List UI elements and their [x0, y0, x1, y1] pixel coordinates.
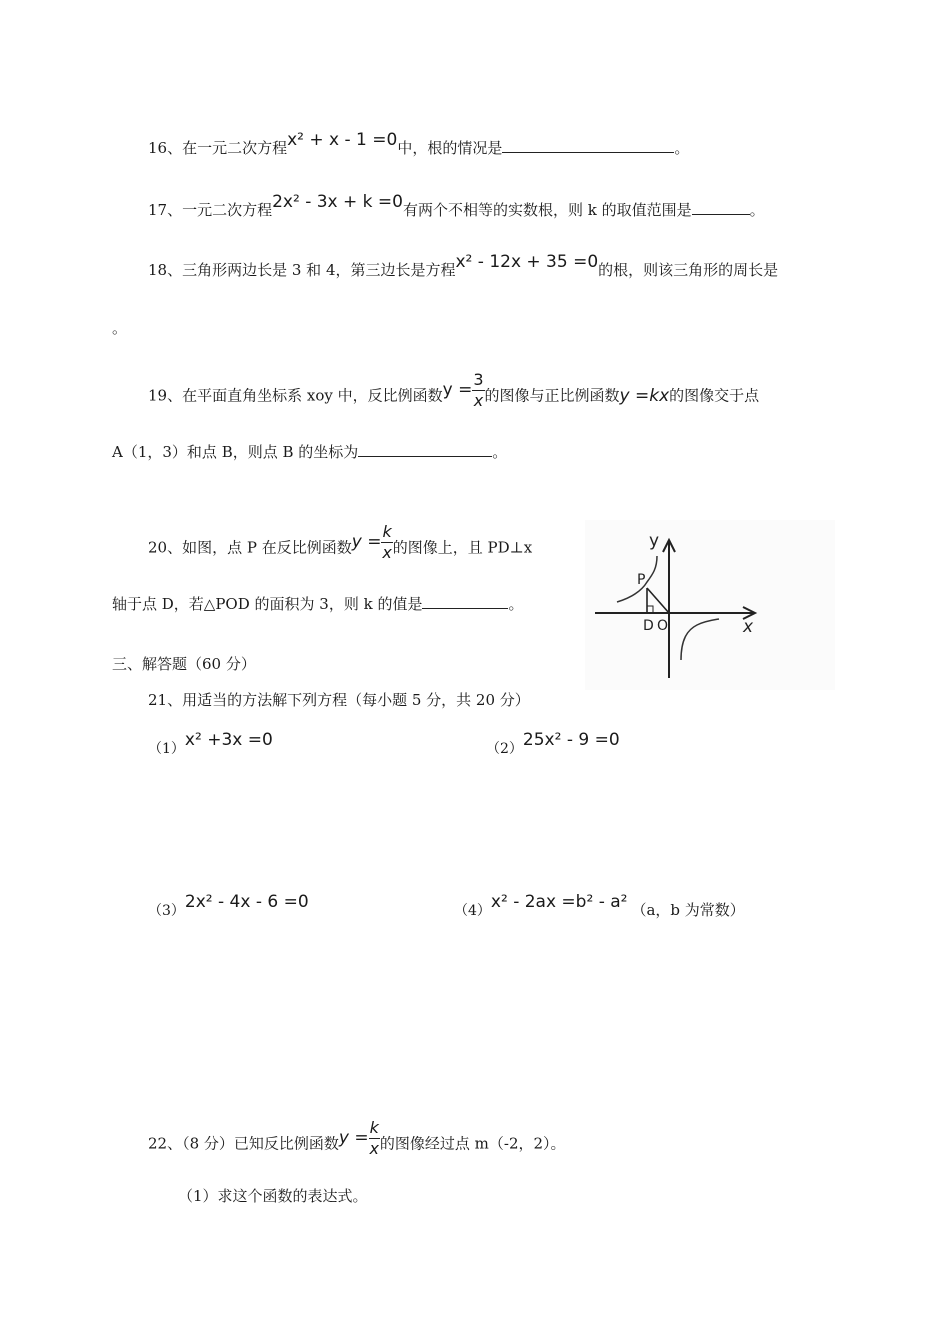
question-text: 轴于点 D，若△POD 的面积为 3，则 k 的值是: [112, 595, 423, 613]
label-x: x: [743, 617, 754, 637]
function-lhs: y =: [442, 379, 473, 400]
label-o: O: [657, 618, 669, 634]
label-y: y: [649, 531, 660, 551]
answer-blank[interactable]: [358, 442, 492, 457]
item-label: （2）: [486, 741, 523, 757]
question-text: 的图像经过点 m（-2，2）。: [379, 1134, 566, 1153]
question-19: [148, 370, 760, 417]
question-19-line2: [112, 442, 507, 462]
question-text: 的图像上，且 PD⊥x: [392, 538, 533, 557]
question-number: 16、: [148, 139, 183, 157]
equation: x² - 12x + 35 =0: [455, 252, 599, 272]
q21-item-4: [454, 892, 745, 921]
period: 。: [112, 319, 128, 337]
answer-blank[interactable]: [502, 138, 674, 153]
question-text: 有两个不相等的实数根，则 k 的取值范围是: [402, 201, 692, 219]
question-18-end: [112, 318, 127, 338]
question-text: 中，根的情况是: [397, 139, 503, 157]
fraction: [472, 370, 484, 411]
question-17: [148, 192, 765, 220]
period: 。: [749, 201, 765, 219]
function-lhs: y =: [351, 531, 382, 552]
question-text: 三角形两边长是 3 和 4，第三边长是方程: [182, 261, 456, 279]
question-text: 21、用适当的方法解下列方程（每小题 5 分，共 20 分）: [148, 691, 530, 709]
question-text: 如图，点 P 在反比例函数: [182, 538, 352, 557]
answer-blank[interactable]: [422, 594, 508, 609]
question-21: [148, 690, 530, 710]
item-label: （4）: [454, 903, 491, 919]
fraction-denominator: x: [473, 391, 484, 410]
question-number: 18、: [148, 261, 183, 279]
q21-item-2: [486, 730, 620, 759]
period: 。: [508, 595, 524, 613]
item-label: （1）: [148, 741, 185, 757]
fraction-numerator: 3: [473, 370, 484, 389]
question-text: 的根，则该三角形的周长是: [598, 261, 779, 279]
question-text: 在平面直角坐标系 xoy 中，反比例函数: [182, 386, 443, 405]
question-text: 在一元二次方程: [182, 139, 288, 157]
figure-background: [585, 520, 835, 690]
question-20: [148, 522, 533, 569]
question-number: 17、: [148, 201, 183, 219]
item-note: （a，b 为常数）: [631, 901, 745, 919]
equation: x² - 2ax =b² - a²: [490, 892, 628, 912]
fraction-numerator: k: [369, 1118, 379, 1137]
fraction: [369, 1118, 380, 1159]
question-text: A（1，3）和点 B，则点 B 的坐标为: [112, 443, 359, 461]
item-label: （3）: [148, 903, 185, 919]
equation: y =kx: [619, 385, 670, 406]
section-3-title: [112, 654, 256, 674]
fraction-numerator: k: [382, 522, 392, 541]
question-16: [148, 130, 690, 158]
answer-blank[interactable]: [692, 200, 750, 215]
fraction-denominator: x: [382, 543, 392, 562]
question-number: 19、: [148, 386, 183, 405]
label-d: D: [643, 618, 654, 634]
question-text: （8 分）已知反比例函数: [182, 1134, 339, 1153]
question-20-line2: [112, 594, 523, 614]
q21-item-3: [148, 892, 309, 921]
sub-question: （1）求这个函数的表达式。: [178, 1187, 368, 1205]
q21-item-1: [148, 730, 273, 759]
section-title: 三、解答题（60 分）: [112, 655, 256, 673]
equation: 2x² - 3x + k =0: [272, 192, 403, 212]
equation: 2x² - 4x - 6 =0: [184, 892, 309, 912]
equation: 25x² - 9 =0: [522, 730, 620, 750]
q22-sub-1: [178, 1186, 368, 1206]
function-lhs: y =: [338, 1127, 369, 1148]
period: 。: [492, 443, 508, 461]
equation: x² + x - 1 =0: [287, 130, 398, 150]
question-text: 的图像交于点: [669, 386, 760, 405]
question-18: [148, 252, 779, 280]
fraction-denominator: x: [369, 1139, 379, 1158]
question-number: 22、: [148, 1134, 183, 1153]
equation: x² +3x =0: [184, 730, 273, 750]
question-22: [148, 1118, 566, 1165]
period: 。: [674, 139, 690, 157]
fraction: [381, 522, 392, 563]
question-text: 一元二次方程: [182, 201, 273, 219]
question-number: 20、: [148, 538, 183, 557]
hyperbola-figure: [585, 520, 835, 690]
question-text: 的图像与正比例函数: [484, 386, 620, 405]
label-p: P: [637, 572, 646, 588]
